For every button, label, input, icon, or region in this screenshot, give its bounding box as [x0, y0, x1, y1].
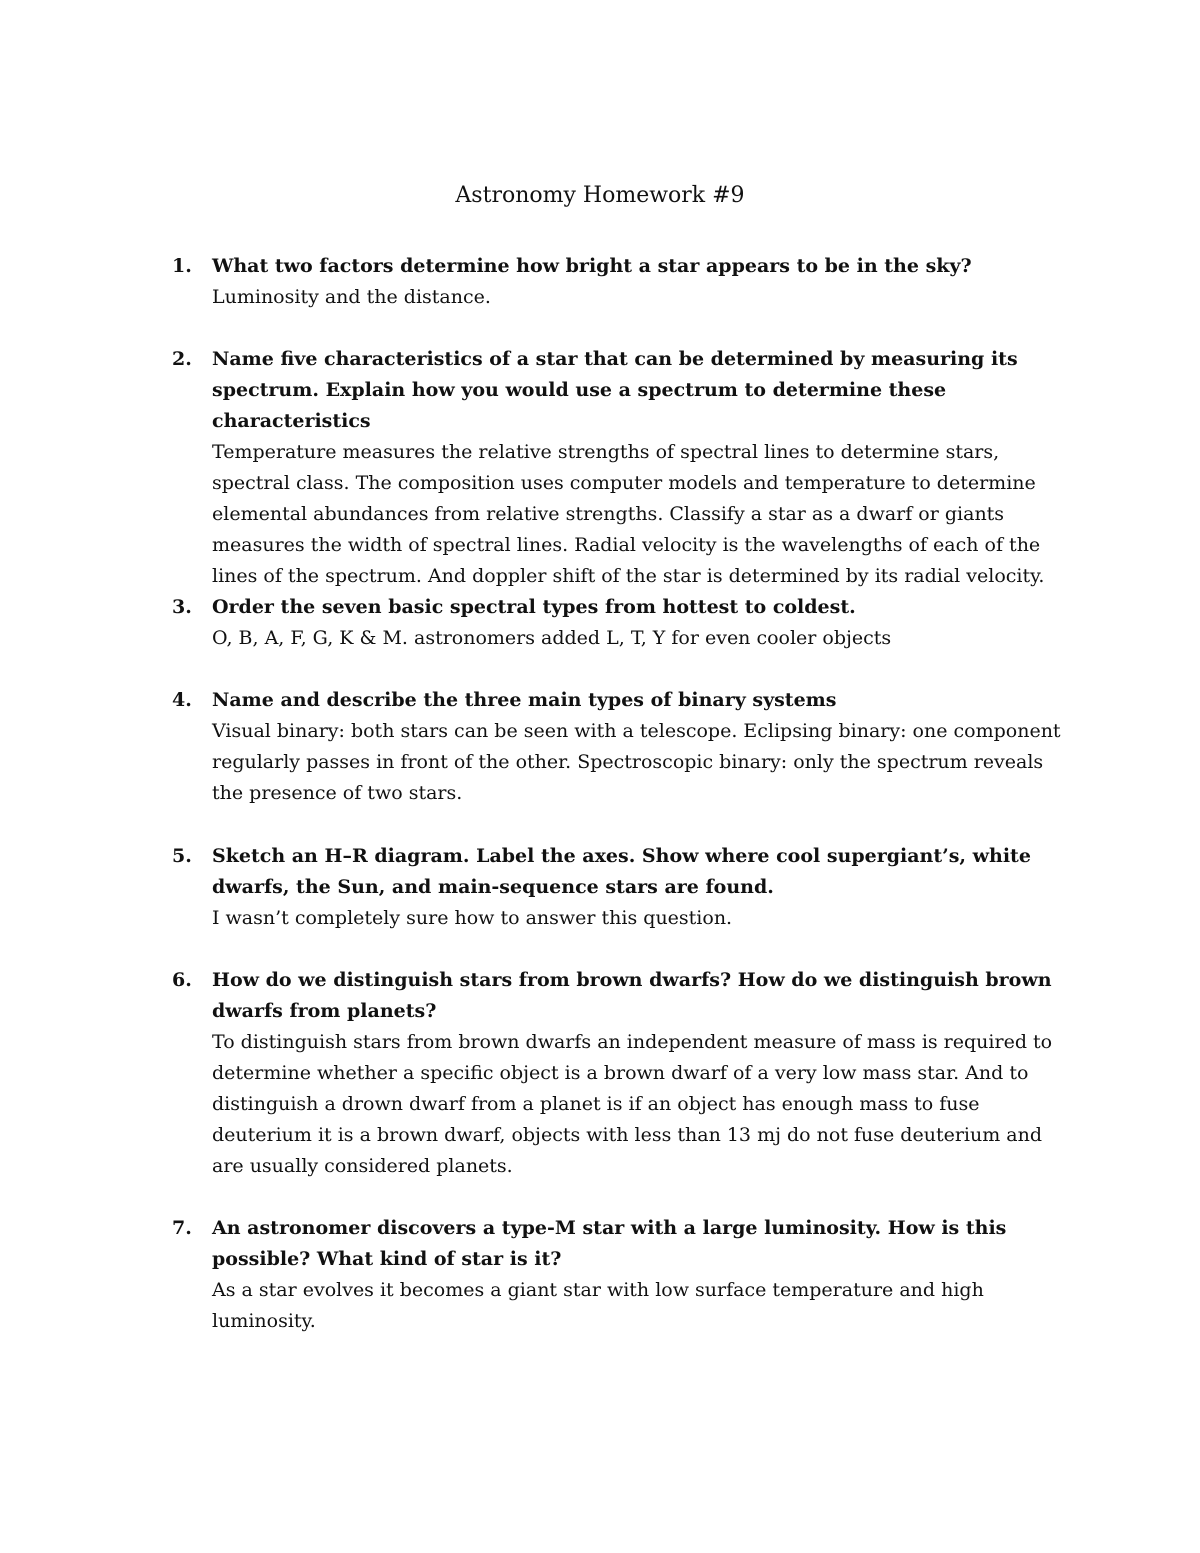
answer-text: I wasn’t completely sure how to answer this question. [212, 907, 733, 929]
question-number: 6. [172, 969, 192, 991]
question-text: Sketch an H–R diagram. Label the axes. Show where cool supergiant’s, white dwarfs, the Sun, and main-sequence stars are found. [212, 845, 1031, 898]
answer-text: To distinguish stars from brown dwarfs an independent measure of mass is required to determine whether a specific object is a brown dwarf of a very low mass star. And to distinguish a drown dwarf from a planet is if an object has enough mass to fuse deuterium it is a brown dwarf, objects with less than 13 mj do not fuse deuterium and are usually considered planets. [212, 1031, 1053, 1177]
answer-text: Luminosity and the distance. [212, 286, 491, 308]
question-number: 2. [172, 348, 192, 370]
question-body [212, 1213, 1072, 1337]
question-body [212, 251, 1072, 313]
answer-text: Visual binary: both stars can be seen with a telescope. Eclipsing binary: one component regularly passes in front of the other. Spectroscopic binary: only the spectrum reveals the presence of two stars. [212, 720, 1061, 804]
question-body [212, 685, 1072, 809]
question-number: 4. [172, 689, 192, 711]
question-number: 1. [172, 255, 192, 277]
question-body [212, 344, 1072, 592]
question-number: 3. [172, 596, 192, 618]
answer-text: As a star evolves it becomes a giant star with low surface temperature and high luminosity. [212, 1279, 984, 1332]
question-text: How do we distinguish stars from brown dwarfs? How do we distinguish brown dwarfs from planets? [212, 969, 1052, 1022]
question-text: An astronomer discovers a type-M star with a large luminosity. How is this possible? What kind of star is it? [212, 1217, 1007, 1270]
answer-text: O, B, A, F, G, K & M. astronomers added L, T, Y for even cooler objects [212, 627, 892, 649]
document-title: Astronomy Homework #9 [455, 183, 745, 208]
question-text: Name five characteristics of a star that can be determined by measuring its spectrum. Explain how you would use a spectrum to determine these characteristics [212, 348, 1018, 432]
question-text: What two factors determine how bright a star appears to be in the sky? [212, 255, 972, 277]
question-number: 7. [172, 1217, 192, 1239]
question-body [212, 965, 1072, 1182]
question-body [212, 592, 1072, 654]
question-number: 5. [172, 845, 192, 867]
question-text: Name and describe the three main types of binary systems [212, 689, 837, 711]
answer-text: Temperature measures the relative strengths of spectral lines to determine stars, spectral class. The composition uses computer models and temperature to determine elemental abundances from relative strengths. Classify a star as a dwarf or giants measures the width of spectral lines. Radial velocity is the wavelengths of each of the lines of the spectrum. And doppler shift of the star is determined by its radial velocity. [212, 441, 1045, 587]
question-body [212, 841, 1072, 934]
question-text: Order the seven basic spectral types from hottest to coldest. [212, 596, 856, 618]
